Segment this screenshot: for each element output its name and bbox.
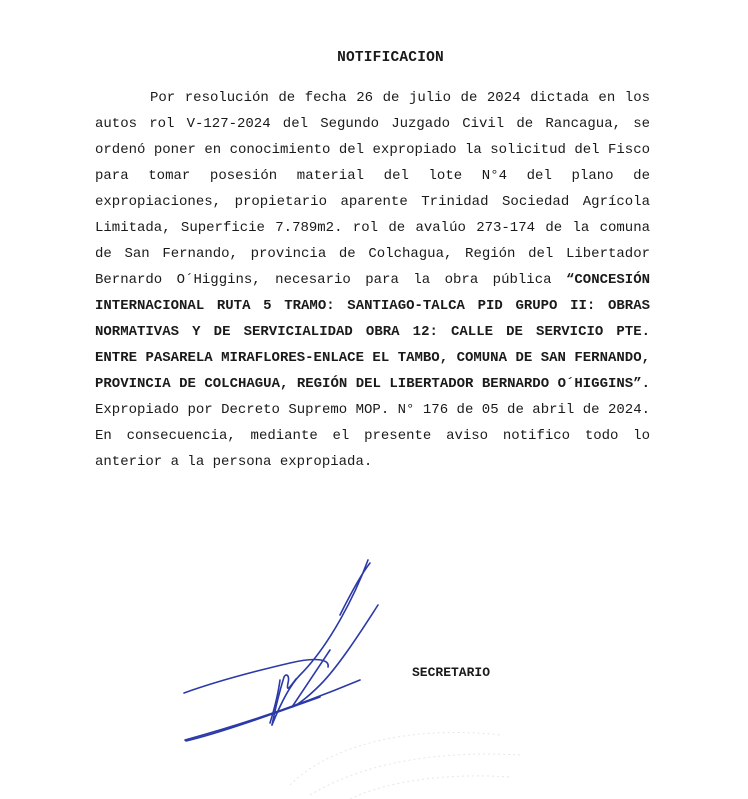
project-name-bold: “CONCESIÓN INTERNACIONAL RUTA 5 TRAMO: SANTIAGO-TALCA PID GRUPO II: OBRAS NORMATIVAS Y DE SERVICIALIDAD OBRA 12: CALLE DE SERVICIO PTE. ENTRE PASARELA MIRAFLORES-ENLACE EL TAMBO, COMUNA DE SAN FERNANDO, PROVINCIA DE COLCHAGUA, REGIÓN DEL LIBERTADOR BERNARDO O´HIGGINS”. [95,272,650,392]
signer-title: SECRETARIO [412,665,491,680]
notification-body [95,85,650,475]
body-text-part1: Por resolución de fecha 26 de julio de 2024 dictada en los autos rol V-127-2024 del Segundo Juzgado Civil de Rancagua, se ordenó poner en conocimiento del expropiado la solicitud del Fisco para tomar posesión material del lote N°4 del plano de expropiaciones, propietario aparente Trinidad Sociedad Agrícola Limitada, Superficie 7.789m2. rol de avalúo 273-174 de la comuna de San Fernando, provincia de Colchagua, Región del Libertador Bernardo O´Higgins, necesario para la obra pública [95,90,650,288]
faded-stamp [270,715,530,799]
document-title: NOTIFICACION [337,50,444,66]
body-text-part2: Expropiado por Decreto Supremo MOP. N° 176 de 05 de abril de 2024. En consecuencia, mediante el presente aviso notifico todo lo anterior a la persona expropiada. [95,402,650,470]
